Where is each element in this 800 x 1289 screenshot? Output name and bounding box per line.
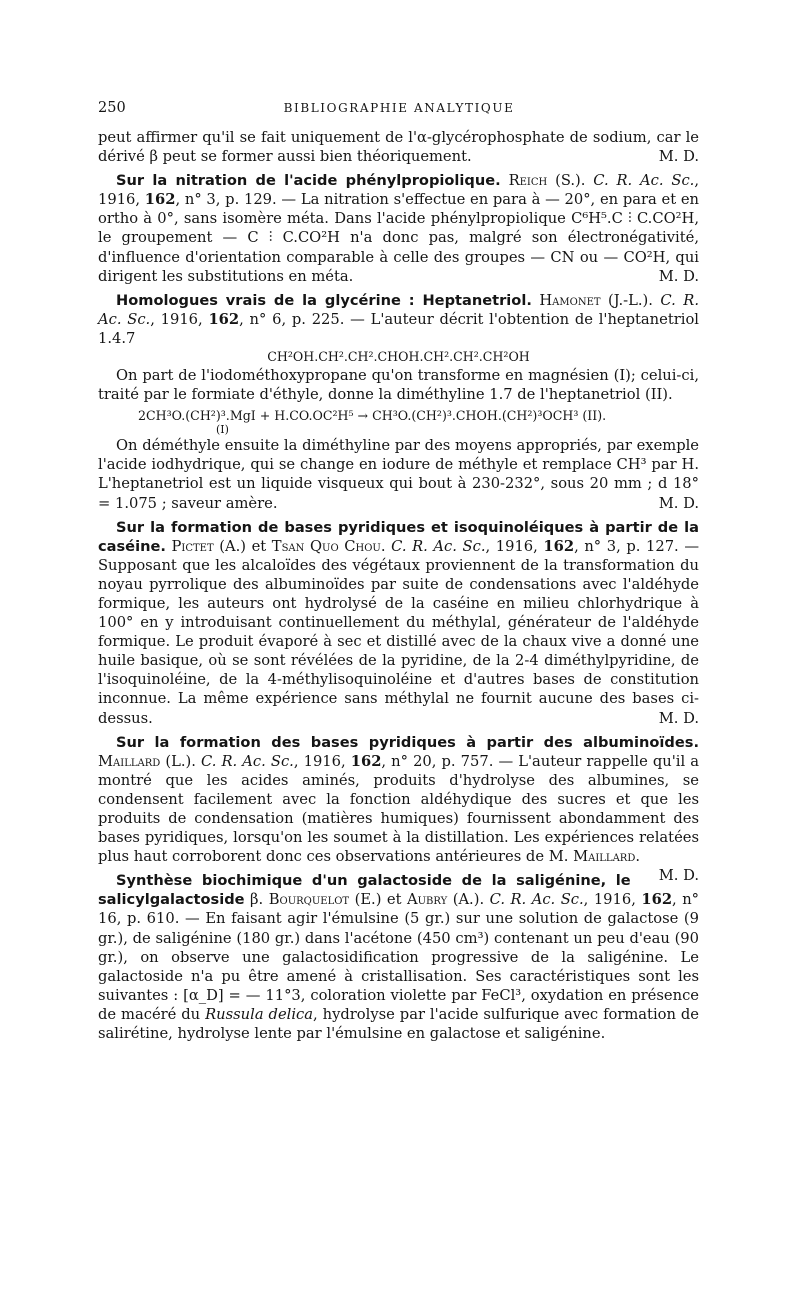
- intro-signature: M. D.: [658, 148, 699, 166]
- entry-text: Supposant que les alcaloïdes des végétaux proviennent de la transformation du noyau pyrrolique des albuminoïdes par suite de condensations avec l'aldéhyde formique, les auteurs ont hydrolysé de la caséine en milieu chlorhydrique à 100° en y introduisant continuellement du méthylal, générateur de l'aldéhyde formique. Le produit évaporé à sec et distillé avec de la chaux vive a donné une huile basique, où se sont révélées de la pyridine, de la 2-4 diméthylpyridine, de l'isoquinoléine, de la 4-méthylisoquinoléine et d'autres bases de constitution inconnue. La même expérience sans méthylal ne fournit aucune des bases ci-dessus.: [98, 556, 699, 727]
- journal-name: C. R. Ac. Sc.: [593, 172, 695, 190]
- entry-nitration: [98, 171, 699, 286]
- entry-coauthor: Tsan Quo Chou: [271, 537, 381, 555]
- cited-author: M. Maillard: [548, 848, 636, 866]
- journal-year: , 1916,: [150, 310, 209, 328]
- entry-title: Homologues vrais de la glycérine : Heptanetriol.: [116, 291, 532, 309]
- reaction-label: (I): [216, 423, 229, 437]
- entry-signature: M. D.: [658, 709, 699, 727]
- heptanetriol-formula: CH²OH.CH².CH².CHOH.CH².CH².CH²OH: [267, 349, 530, 365]
- entry-signature: M. D.: [658, 494, 699, 512]
- journal-name: C. R. Ac. Sc.: [391, 537, 486, 555]
- page-number: 250: [98, 100, 126, 116]
- entry-author: Maillard: [98, 752, 161, 770]
- entry-paragraph: [98, 436, 699, 512]
- entry-text-continued: , hydrolyse par l'acide sulfurique avec formation de salirétine, hydrolyse lente par l'émulsine en galactose et saligénine.: [98, 1005, 699, 1043]
- entry-pyridine-albuminoids: [98, 733, 700, 885]
- entry-text-continued: On part de l'iodométhoxypropane qu'on transforme en magnésien (I); celui-ci, traité par le formiate d'éthyle, donne la diméthyline 1.7 de l'heptanetriol (II).: [98, 367, 699, 404]
- entry-galactoside: [98, 871, 699, 1043]
- journal-volume: 162: [208, 310, 240, 328]
- journal-year: , 1916,: [293, 752, 351, 770]
- entry-author: Reich: [508, 172, 548, 190]
- entry-coauthor: Aubry: [407, 891, 448, 909]
- entry-signature: M. D.: [658, 867, 699, 885]
- author-initials: (J.-L.).: [600, 291, 661, 309]
- journal-volume: 162: [543, 537, 575, 555]
- entry-author: Bourquelot: [268, 891, 350, 909]
- journal-name: C. R. Ac. Sc.: [98, 291, 699, 328]
- journal-issue: , n° 3, p. 129. —: [175, 191, 297, 209]
- author-initials: (A.) et: [213, 537, 272, 555]
- entry-title: Sur la nitration de l'acide phénylpropiolique.: [116, 172, 501, 190]
- journal-year: , 1916,: [98, 172, 700, 209]
- coauthor-initials: .: [380, 537, 392, 555]
- journal-year: , 1916,: [583, 891, 642, 909]
- journal-year: , 1916,: [485, 537, 544, 555]
- entry-title: Sur la formation de bases pyridiques et isoquinoléiques à partir de la caséine.: [98, 518, 699, 555]
- journal-name: C. R. Ac. Sc.: [489, 891, 584, 909]
- entry-title: Sur la formation des bases pyridiques à partir des albuminoïdes.: [116, 733, 699, 751]
- coauthor-initials: (A.).: [447, 891, 490, 909]
- journal-name: C. R. Ac. Sc.: [201, 752, 294, 770]
- entry-author: Pictet: [171, 537, 214, 555]
- entry-text: L'auteur rappelle qu'il a montré que les acides aminés, produits d'hydrolyse des albumines, se condensent facilement avec la fonction aldéhydique des sucres et que les produits de condensation (matières humiques) fournissent abondamment des bases pyridiques, lorsqu'on les soumet à la distillation. Les expériences relatées plus haut corroborent donc ces observations antérieures de: [98, 752, 700, 866]
- journal-issue: , n° 3, p. 127. —: [574, 537, 700, 555]
- reaction-equation: 2CH³O.(CH²)³.MgI + H.CO.OC²H⁵ → CH³O.(CH²)³.CHOH.(CH²)³OCH³ (II).: [138, 408, 607, 424]
- reaction-scheme: [98, 407, 699, 436]
- entry-text: L'auteur décrit l'obtention de l'heptanetriol 1.4.7: [98, 310, 699, 347]
- entry-title-suffix: β.: [244, 891, 269, 909]
- journal-issue: , n° 20, p. 757. —: [381, 752, 514, 770]
- journal-issue: , n° 6, p. 225. —: [239, 310, 365, 328]
- journal-volume: 162: [144, 191, 176, 209]
- author-initials: (E.) et: [349, 891, 408, 909]
- entry-heptanetriol: [98, 291, 699, 348]
- author-initials: (S.).: [547, 172, 594, 190]
- page-header: [98, 100, 700, 120]
- journal-issue: , n° 16, p. 610. —: [98, 891, 700, 928]
- intro-text: peut affirmer qu'il se fait uniquement de l'α-glycérophosphate de sodium, car le dérivé β peut se former aussi bien théoriquement.: [98, 129, 699, 166]
- entry-text: La nitration s'effectue en para à — 20°, en para et en ortho à 0°, sans isomère méta. Dans l'acide phénylpropiolique C⁶H⁵.C ⫶ C.CO²H, le groupement — C ⫶ C.CO²H n'a donc pas, malgré son électronégativité, d'influence d'orientation comparable à celle des groupes — CN ou — CO²H, qui dirigent les substitutions en méta.: [98, 191, 700, 285]
- entry-author: Hamonet: [539, 291, 601, 309]
- author-initials: (L.).: [160, 752, 201, 770]
- journal-volume: 162: [641, 891, 673, 909]
- page-body: [98, 128, 699, 1043]
- entry-pyridine-casein: [98, 518, 699, 728]
- entry-title: Synthèse biochimique d'un galactoside de la saligénine, le salicylgalactoside: [98, 872, 631, 909]
- entry-text-continued: On déméthyle ensuite la diméthyline par des moyens appropriés, par exemple l'acide iodhydrique, qui se change en iodure de méthyle et remplace CH³ par H. L'heptanetriol est un liquide visqueux qui bout à 230-232°, sous 20 mm ; d 18° = 1.075 ; saveur amère.: [98, 437, 699, 512]
- species-name: Russula delica: [205, 1005, 314, 1023]
- entry-end: .: [635, 848, 641, 866]
- journal-volume: 162: [350, 752, 382, 770]
- entry-text: En faisant agir l'émulsine (5 gr.) sur une solution de galactose (9 gr.), de saligénine (180 gr.) dans l'acétone (450 cm³) contenant un peu d'eau (90 gr.), on observe une galactosidification progressive de la saligénine. Le galactoside n'a pu être amené à cristallisation. Ses caractéristiques sont les suivantes : [α_D] = — 11°3, coloration violette par FeCl³, oxydation en présence de macéré du: [98, 910, 700, 1023]
- entry-signature: M. D.: [658, 267, 699, 285]
- intro-paragraph: [98, 128, 699, 166]
- running-title: BIBLIOGRAPHIE ANALYTIQUE: [283, 101, 515, 115]
